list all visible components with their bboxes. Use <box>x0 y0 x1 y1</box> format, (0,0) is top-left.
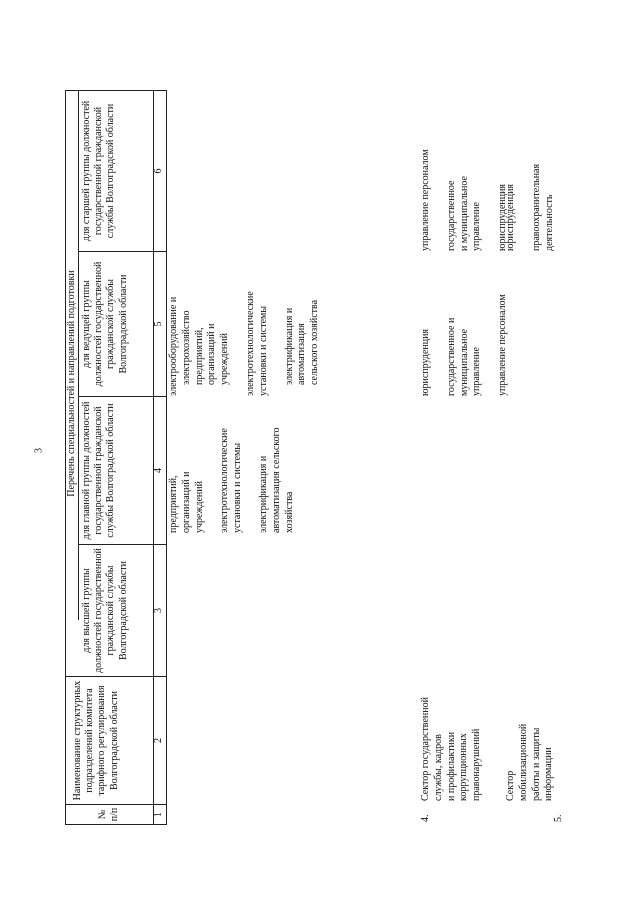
specialties-table <box>65 90 570 825</box>
cell-line: управление <box>471 347 483 396</box>
continuation-col4 <box>168 397 296 533</box>
header-perechen: Перечень специальностей и направлений подготовки <box>66 270 77 497</box>
cell-line: юриспруденция <box>420 328 431 396</box>
page-number: 3 <box>33 448 45 453</box>
row-4-num: 4. <box>420 814 431 822</box>
col-number: 1 <box>153 812 164 817</box>
cell-line: учреждений <box>219 333 231 385</box>
cell-line: электрификация и <box>257 455 269 533</box>
header-group-senior: для старшей группы должностей государственной гражданской службы Волгоградской области <box>81 100 117 242</box>
cell-line: сельского хозяйства <box>309 299 321 385</box>
cell-line: и муниципальное <box>458 176 470 251</box>
cell-line: службы, кадров <box>432 734 444 801</box>
continuation-col5 <box>168 252 322 396</box>
header-group-lead: для ведущей группы должностей государственной гражданской службы Волгоградской области <box>81 261 129 387</box>
cell-line: юриспруденция <box>497 183 509 251</box>
cell-line: автоматизация <box>296 323 308 385</box>
cell-line: Сектор государственной <box>420 697 431 801</box>
cell-line: государственное <box>445 180 457 251</box>
cell-line: управление <box>471 202 483 251</box>
cell-line: государственное и <box>445 317 457 396</box>
cell-line: организаций и <box>206 323 218 385</box>
col-number: 3 <box>153 608 164 613</box>
col-number: 6 <box>153 168 164 174</box>
cell-line: коррупционных <box>458 733 470 801</box>
cell-line: Сектор <box>505 770 516 801</box>
row-5-name <box>505 675 556 801</box>
cell-line: предприятий, <box>168 475 179 533</box>
cell-line: юриспруденция <box>505 183 516 251</box>
cell-line: управление персоналом <box>420 149 431 251</box>
cell-line: электротехнологические <box>219 428 231 533</box>
cell-line: информации <box>543 747 555 801</box>
cell-line: электрооборудование и <box>168 296 179 396</box>
cell-line: хозяйства <box>283 491 295 533</box>
row-5-num: 5. <box>553 814 564 822</box>
header-group-high: для высшей группы должностей государственной гражданской службы Волгоградской области <box>81 548 129 673</box>
header-name: Наименование структурных подразделений комитета тарифного регулирования Волгоградской области <box>72 680 120 801</box>
cell-line: муниципальное <box>458 328 470 396</box>
col-number: 5 <box>153 321 164 327</box>
cell-line: и профилактики <box>445 731 457 801</box>
row-4-name <box>420 675 484 801</box>
row-4-col5 <box>420 252 510 396</box>
cell-line: электрификация и <box>283 307 295 385</box>
header-group-main: для главной группы должностей государственной гражданской службы Волгоградской области <box>81 401 117 540</box>
cell-line: электротехнологические <box>244 291 256 396</box>
cell-line: учреждений <box>193 481 205 533</box>
cell-line: работы и защиты <box>530 727 542 801</box>
cell-line: мобилизационной <box>517 723 529 801</box>
cell-line: организаций и <box>180 471 192 533</box>
cell-line: управление персоналом <box>497 294 509 396</box>
cell-line: электрохозяйство <box>180 310 192 385</box>
header-num: № п/п <box>97 807 121 822</box>
cell-line: предприятий, <box>193 327 205 385</box>
row-4-col6 <box>420 91 510 251</box>
cell-line: установки и системы <box>257 305 269 396</box>
cell-line: автоматизация сельского <box>270 427 282 533</box>
col-number: 2 <box>153 738 164 743</box>
cell-line: деятельность <box>543 194 555 251</box>
cell-line: правонарушений <box>471 728 483 801</box>
cell-line: установки и системы <box>232 442 244 533</box>
col-number: 4 <box>153 468 164 473</box>
cell-line: правоохранительная <box>530 163 542 251</box>
row-5-col6 <box>505 91 556 251</box>
